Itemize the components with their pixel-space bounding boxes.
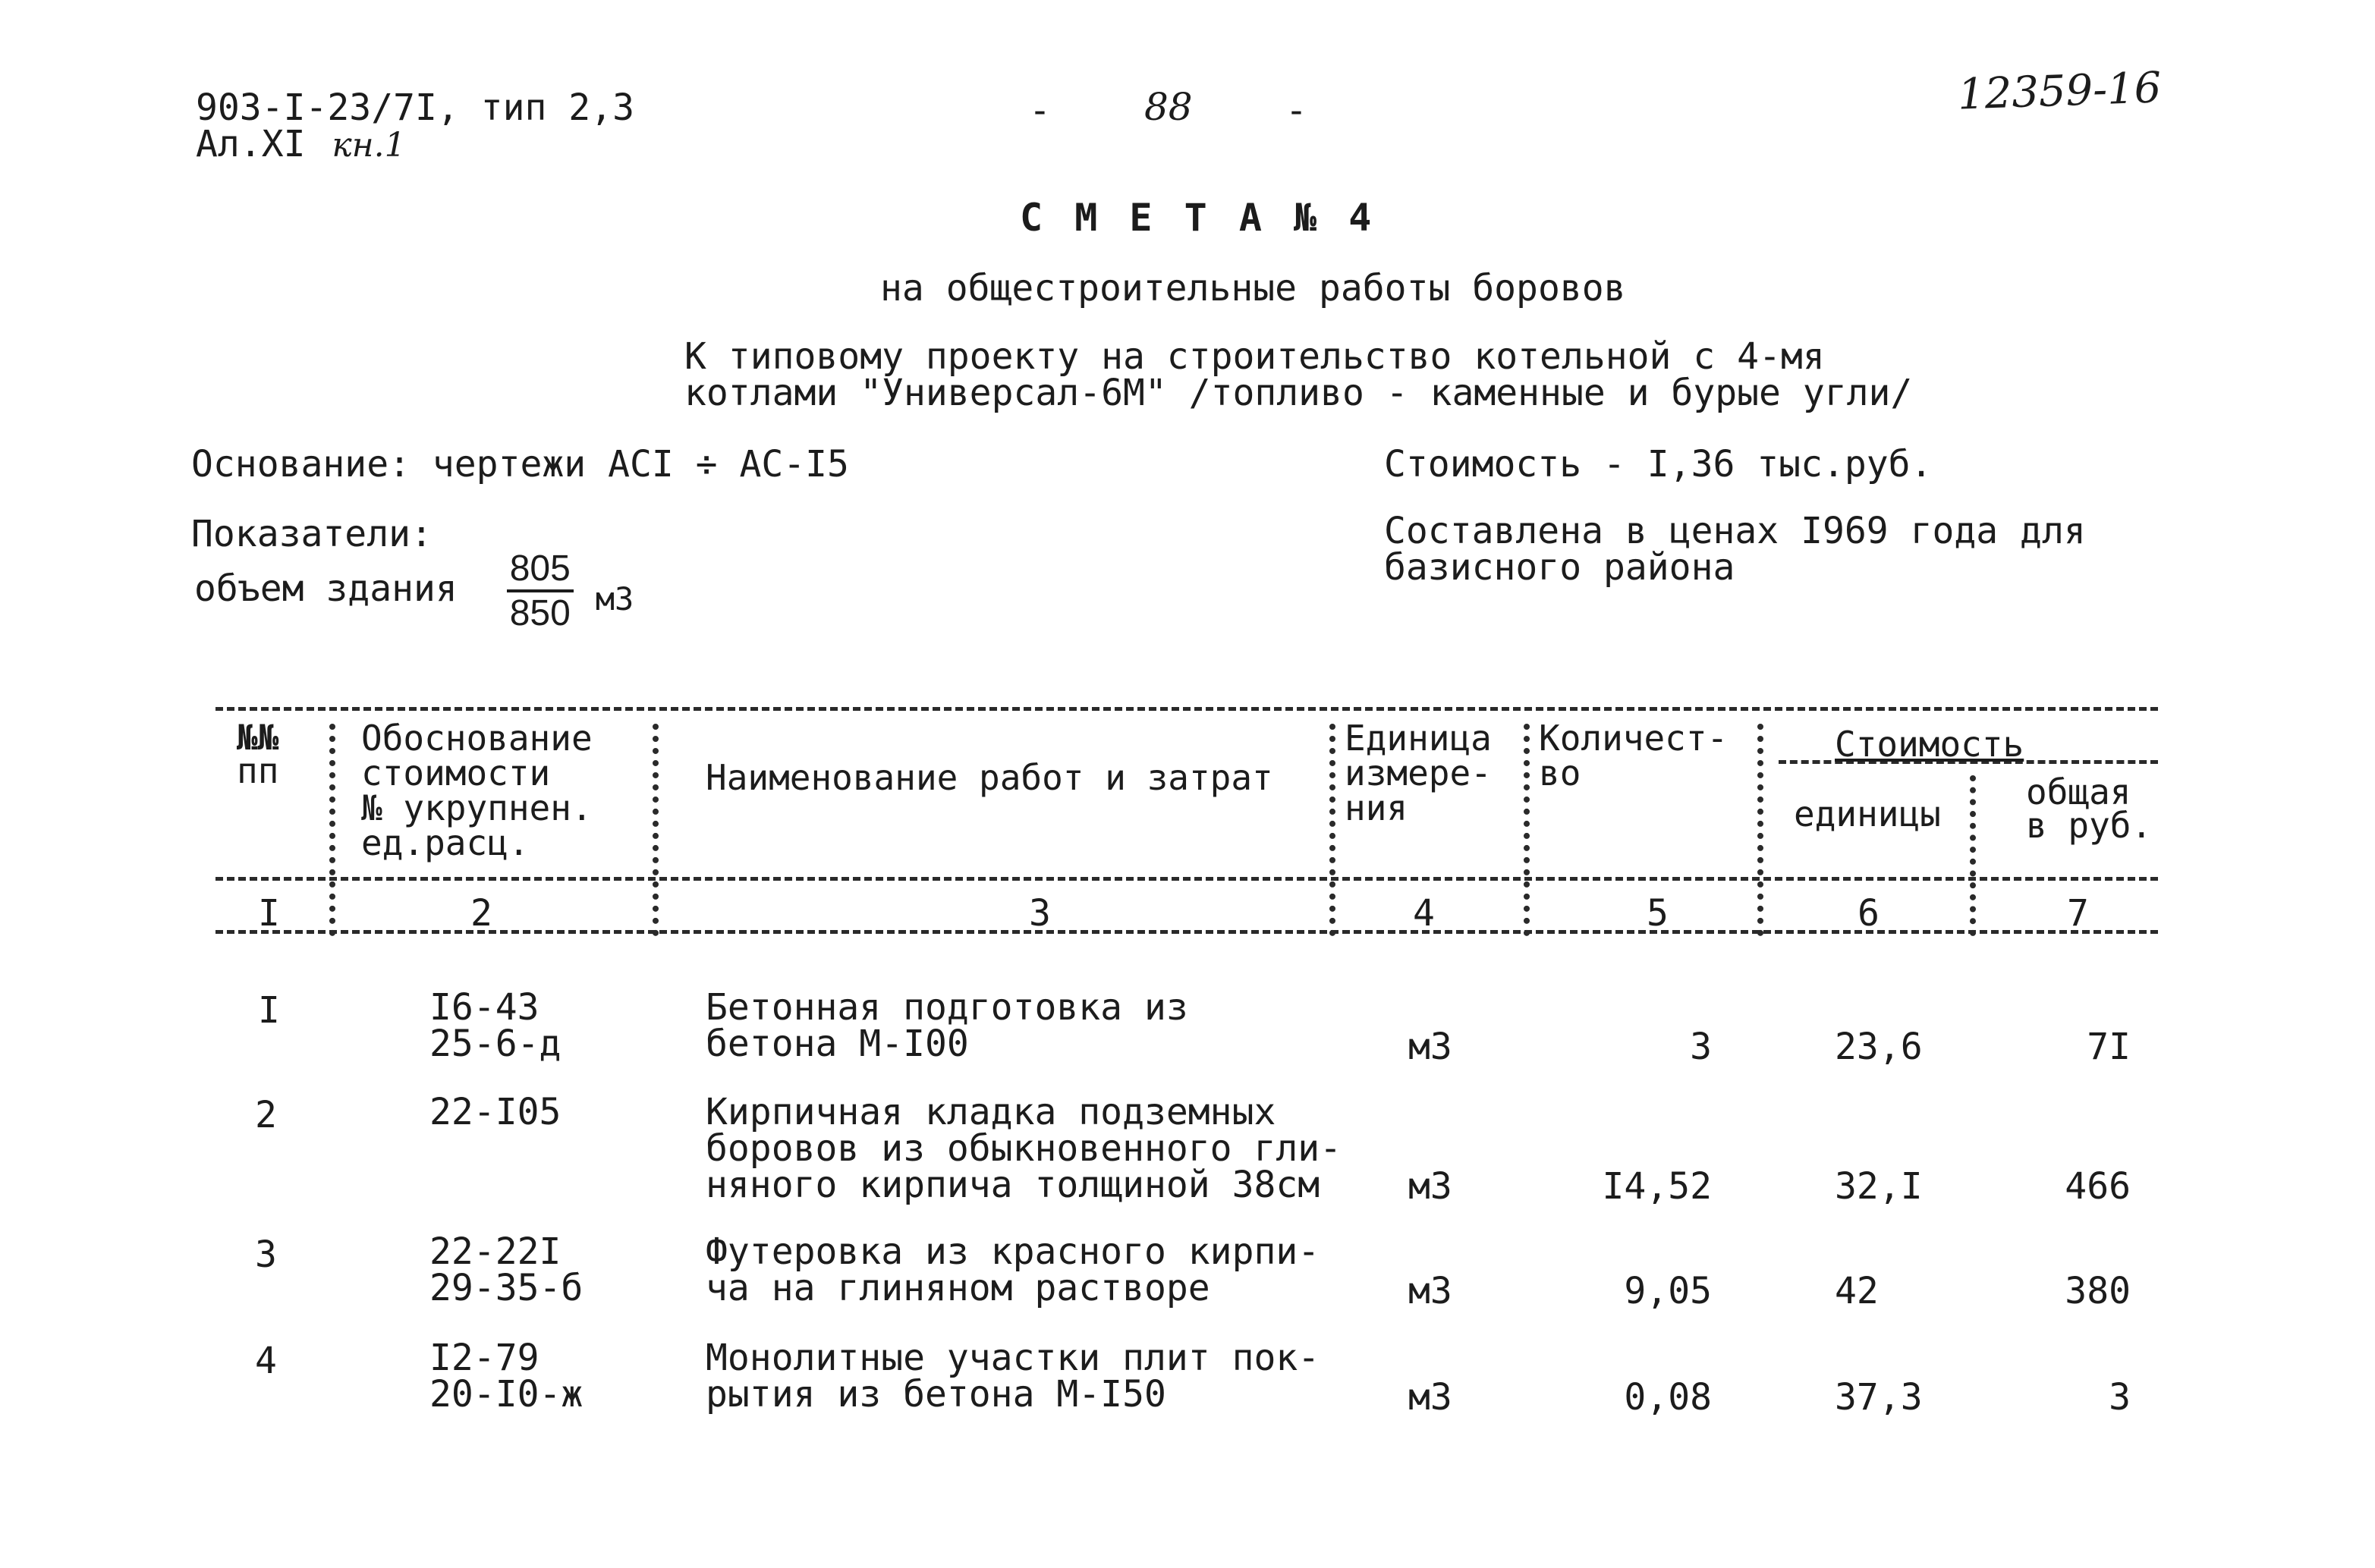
row-num: 2	[255, 1094, 277, 1136]
row-basis: I2-79 20-I0-ж	[429, 1337, 584, 1416]
project-line1: К типовому проекту на строительство котельной с 4-мя	[684, 335, 1825, 378]
header-work-name: Наименование работ и затрат	[706, 757, 1273, 798]
document-code-line2: Ал.XI кн.1	[196, 123, 406, 165]
col-sep-5	[1757, 724, 1763, 936]
building-volume	[194, 548, 634, 634]
header-basis: Обоснование стоимости № укрупнен. ед.расц.	[361, 718, 593, 863]
row-basis: 22-I05	[429, 1091, 562, 1133]
row-quantity: 0,08	[1624, 1376, 1712, 1419]
row-unit: м3	[1408, 1026, 1452, 1068]
header-quantity: Количест- во	[1539, 718, 1729, 793]
header-bottom-rule	[215, 877, 2158, 881]
estimate-subtitle: на общестроительные работы боровов	[880, 267, 1626, 310]
project-line2: котлами "Универсал-6М" /топливо - каменные и бурые угли/	[684, 372, 1913, 414]
page-dash-right: -	[1285, 90, 1307, 132]
row-unit-cost: 23,6	[1835, 1026, 1923, 1068]
colnum-3: 3	[1029, 892, 1051, 935]
row-quantity: 9,05	[1624, 1270, 1712, 1312]
header-cost-group: Стоимость	[1835, 724, 2024, 765]
row-quantity: I4,52	[1602, 1165, 1712, 1208]
row-work-name: Футеровка из красного кирпи- ча на глиняном растворе	[706, 1230, 1320, 1309]
row-total: 7I	[2087, 1026, 2131, 1068]
row-work-name: Бетонная подготовка из бетона М-I00	[706, 986, 1188, 1065]
row-work-name: Кирпичная кладка подземных боровов из обыкновенного гли- няного кирпича толщиной 38см	[706, 1091, 1342, 1206]
col-sep-6	[1970, 775, 1976, 936]
document-code	[196, 86, 634, 165]
row-total: 3	[2109, 1376, 2131, 1419]
registry-number: 12359-16	[1956, 63, 2163, 120]
volume-unit: м3	[595, 580, 634, 617]
header-total-cost: общая в руб.	[2026, 771, 2153, 846]
total-cost: Стоимость - I,36 тыс.руб.	[1384, 443, 1933, 485]
handwritten-book-note: кн.1	[332, 126, 406, 165]
row-basis: 22-22I 29-35-б	[429, 1230, 584, 1309]
indicators-label: Показатели:	[191, 513, 433, 555]
volume-numerator: 805	[507, 548, 574, 592]
header-unit-cost: единицы	[1794, 793, 1941, 834]
row-num: I	[258, 989, 280, 1032]
volume-label: объем здания	[194, 567, 458, 610]
price-basis-line1: Составлена в ценах I969 года для	[1384, 510, 2086, 552]
row-total: 466	[2065, 1165, 2131, 1208]
col-sep-4	[1524, 724, 1530, 936]
row-unit-cost: 37,3	[1835, 1376, 1923, 1419]
row-unit: м3	[1408, 1270, 1452, 1312]
colnum-7: 7	[2067, 892, 2089, 935]
colnum-5: 5	[1647, 892, 1669, 935]
row-total: 380	[2065, 1270, 2131, 1312]
row-basis: I6-43 25-6-д	[429, 986, 562, 1065]
basis-drawings: Основание: чертежи АСI ÷ АС-I5	[191, 443, 849, 485]
project-description	[684, 335, 1913, 414]
volume-fraction	[507, 548, 574, 634]
colnum-2: 2	[470, 892, 492, 935]
row-unit: м3	[1408, 1165, 1452, 1208]
row-num: 3	[255, 1233, 277, 1276]
row-quantity: 3	[1690, 1026, 1712, 1068]
price-basis	[1384, 510, 2086, 589]
col-sep-1	[329, 724, 335, 936]
header-unit: Единица измере- ния	[1345, 718, 1492, 828]
page-dash-left: -	[1029, 90, 1051, 132]
page-number: 88	[1144, 85, 1193, 129]
volume-denominator: 850	[509, 593, 571, 633]
row-num: 4	[255, 1340, 277, 1382]
col-sep-2	[653, 724, 659, 936]
row-unit-cost: 32,I	[1835, 1165, 1923, 1208]
price-basis-line2: базисного района	[1384, 546, 1735, 589]
header-num: №№ пп	[237, 717, 279, 791]
estimate-title: С М Е Т А № 4	[1020, 196, 1376, 240]
colnum-4: 4	[1413, 892, 1435, 935]
row-unit-cost: 42	[1835, 1270, 1879, 1312]
colnum-6: 6	[1858, 892, 1880, 935]
table-top-rule	[215, 707, 2158, 711]
colnum-1: I	[258, 892, 280, 935]
document-code-line1: 903-I-23/7I, тип 2,3	[196, 86, 634, 129]
col-sep-3	[1329, 724, 1335, 936]
row-work-name: Монолитные участки плит пок- рытия из бетона М-I50	[706, 1337, 1320, 1416]
row-unit: м3	[1408, 1376, 1452, 1419]
